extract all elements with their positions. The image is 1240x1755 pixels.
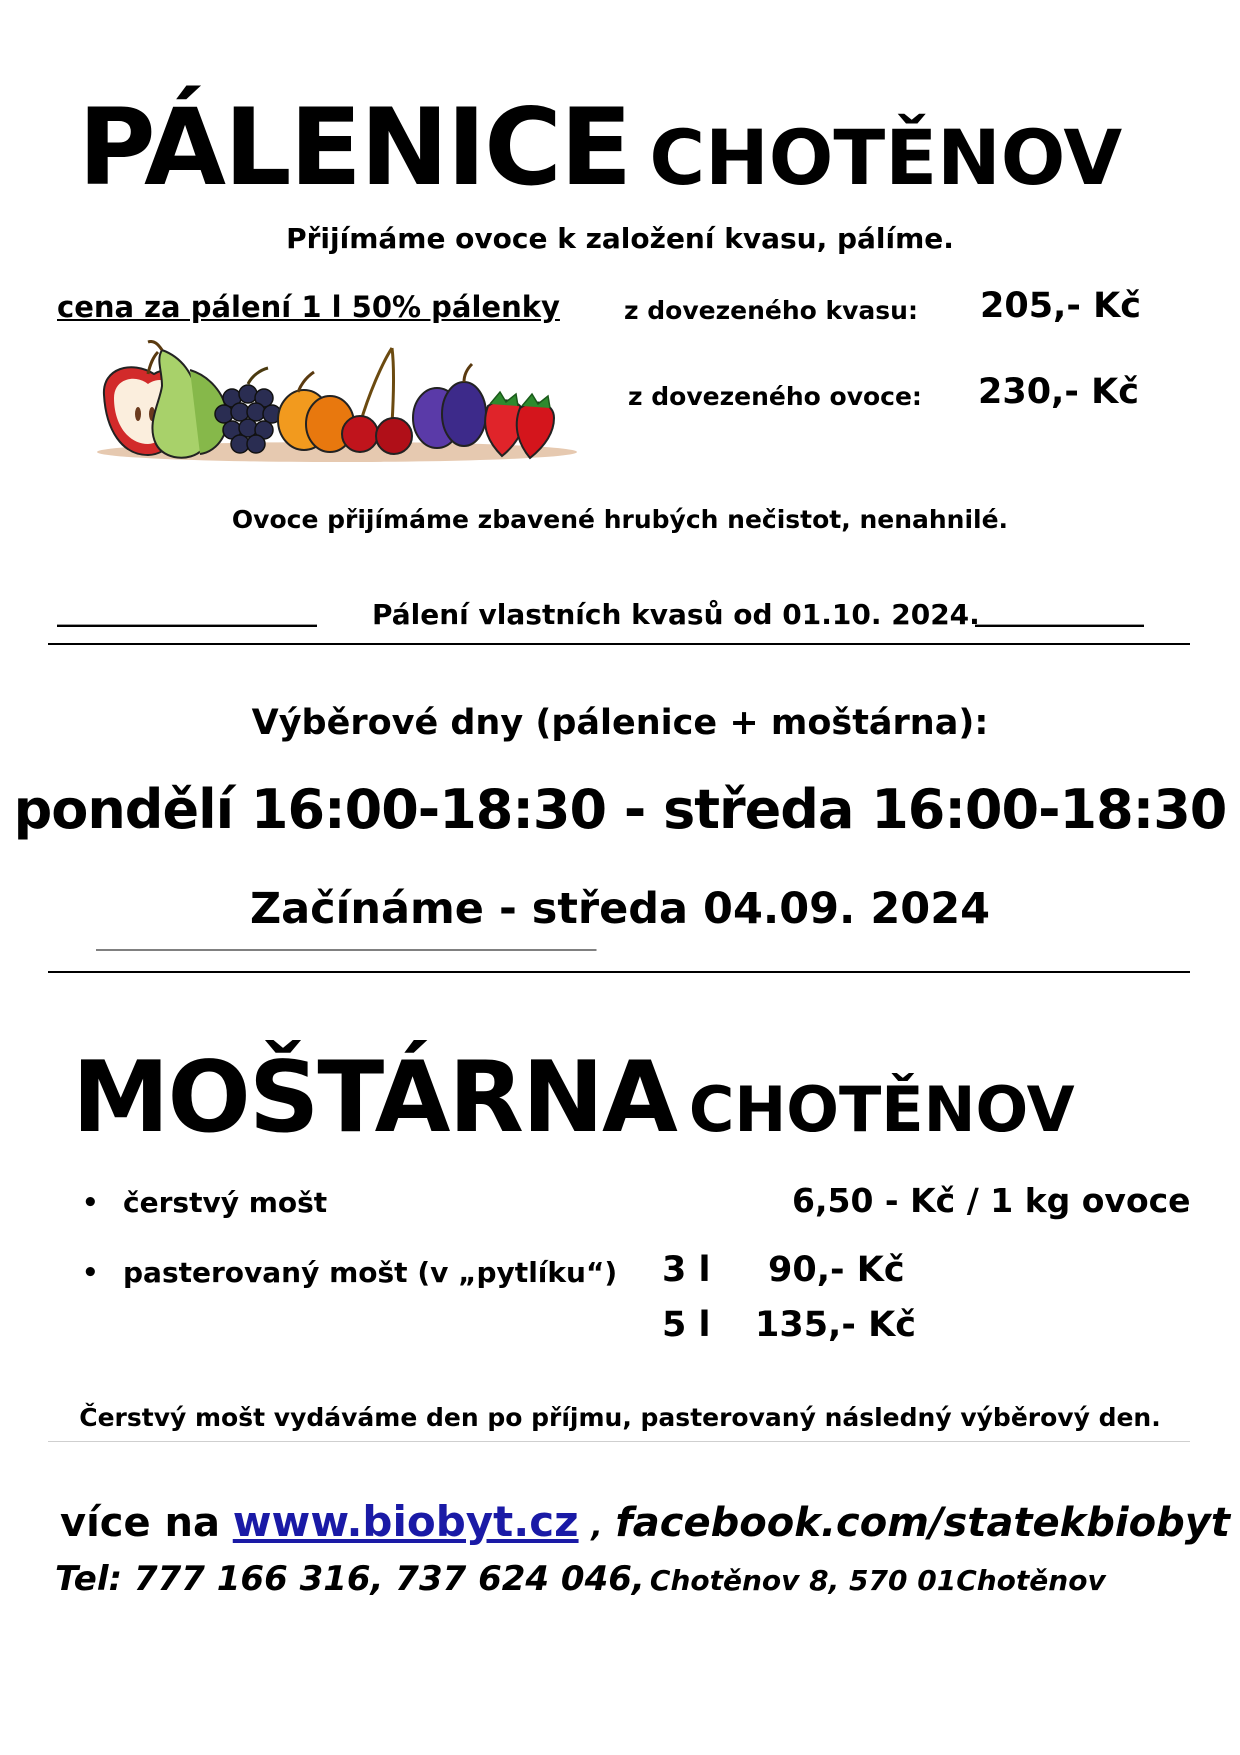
price-kvas-value: 205,- Kč <box>980 286 1141 326</box>
address: Chotěnov 8, 570 01Chotěnov <box>649 1564 1106 1597</box>
fruit-note: Ovoce přijímáme zbavené hrubých nečistot, nenahnilé. <box>231 505 1009 534</box>
bullet-1: • <box>82 1188 99 1218</box>
item2-label: pasterovaný mošt (v „pytlíku“) <box>123 1256 618 1289</box>
item2-vol2: 5 l <box>662 1305 711 1345</box>
days-line: pondělí 16:00-18:30 - středa 16:00-18:30 <box>13 778 1227 841</box>
start-rule: ___________________________________________________________________________________________ <box>96 938 597 951</box>
grapes-icon <box>215 368 281 453</box>
start-line: Začínáme - středa 04.09. 2024 <box>249 884 991 934</box>
palenice-subtitle: Přijímáme ovoce k založení kvasu, pálíme. <box>286 222 954 255</box>
pear-icon <box>148 341 227 457</box>
fruit-illustration-icon <box>92 340 592 470</box>
phones: Tel: 777 166 316, 737 624 046, <box>55 1559 645 1599</box>
price-label: cena za pálení 1 l 50% pálenky <box>57 290 560 324</box>
divider-1 <box>48 643 1190 645</box>
facebook-link[interactable]: facebook.com/statekbiobyt <box>615 1500 1230 1546</box>
price-ovoce-value: 230,- Kč <box>978 372 1139 412</box>
mostarna-title-main: MOŠTÁRNA <box>72 1041 676 1155</box>
item2-price1: 90,- Kč <box>768 1250 905 1290</box>
item2-price2: 135,- Kč <box>755 1305 916 1345</box>
item2-vol1: 3 l <box>662 1250 711 1290</box>
more-prefix: více na <box>60 1500 221 1546</box>
days-heading: Výběrové dny (pálenice + moštárna): <box>251 703 989 743</box>
item1-price: 6,50 - Kč / 1 kg ovoce <box>792 1181 1191 1220</box>
palenice-title-main: PÁLENICE <box>78 86 631 209</box>
bullet-2: • <box>82 1258 99 1288</box>
cherries-icon <box>342 348 412 454</box>
divider-2 <box>48 971 1190 973</box>
more-info-line <box>60 1497 1230 1546</box>
website-link[interactable]: www.biobyt.cz <box>232 1497 579 1546</box>
price-kvas-label: z dovezeného kvasu: <box>624 296 918 325</box>
item1-label: čerstvý mošt <box>123 1186 328 1219</box>
own-kvas-tail: _____________ <box>975 598 1144 628</box>
mostarna-title <box>72 1040 1075 1156</box>
separator: , <box>591 1509 603 1544</box>
price-ovoce-label: z dovezeného ovoce: <box>628 382 922 411</box>
contact-line <box>55 1559 1106 1599</box>
mostarna-note: Čerstvý mošt vydáváme den po příjmu, pasterovaný následný výběrový den. <box>79 1403 1161 1432</box>
own-kvas-lead: ____________________ <box>57 598 317 628</box>
plum-icon <box>413 364 486 448</box>
mostarna-title-place: CHOTĚNOV <box>688 1073 1075 1146</box>
palenice-title-place: CHOTĚNOV <box>649 113 1123 202</box>
divider-3 <box>48 1441 1190 1442</box>
own-kvas-text: Pálení vlastních kvasů od 01.10. 2024. <box>372 598 980 631</box>
palenice-title <box>78 88 1122 208</box>
